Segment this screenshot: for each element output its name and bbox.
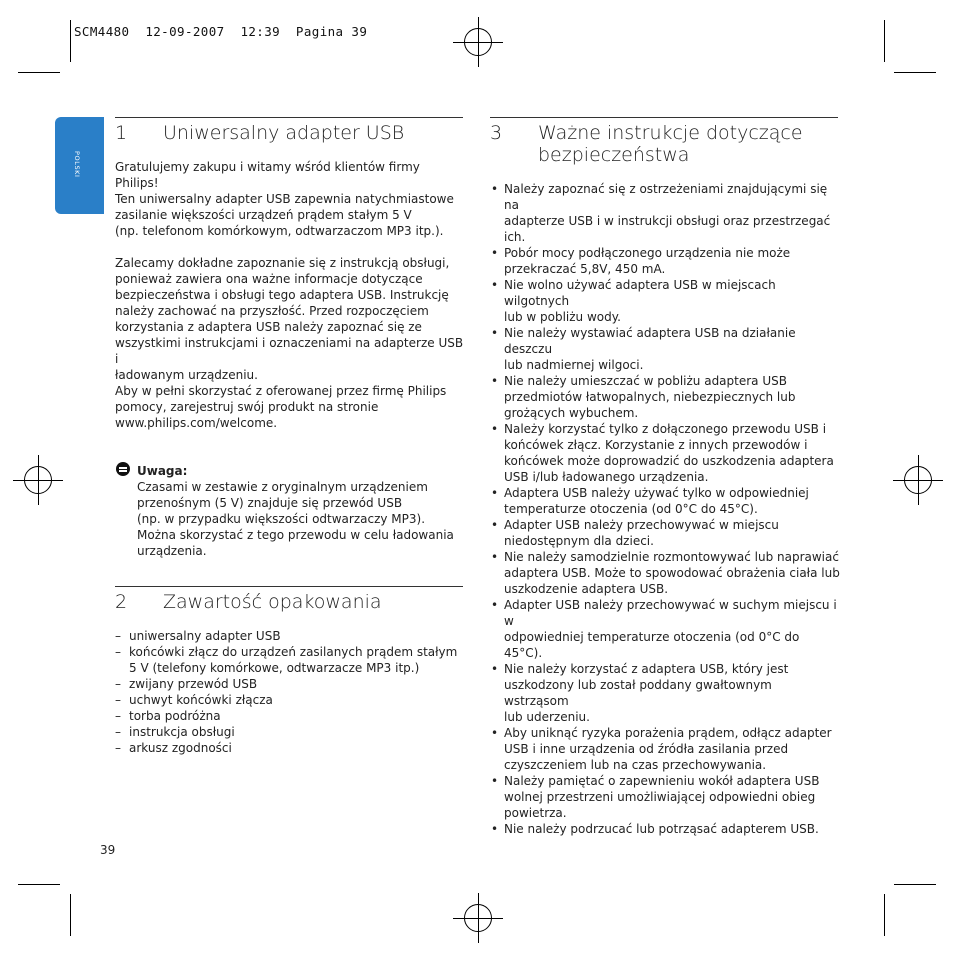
paragraph: Zalecamy dokładne zapoznanie się z instrukcją obsługi, ponieważ zawiera ona ważne informacje dotyczące bezpieczeństwa i obsługi tego adaptera USB. Instrukcję należy zachować na przyszłość. Przed rozpoczęciem korzystania z adaptera USB należy zapoznać się ze wszystkimi instrukcjami i oznaczeniami na adapterze USB i ładowanym urządzeniu. — [115, 256, 464, 382]
list-item: – torba podróżna — [115, 708, 465, 724]
crop-mark — [884, 20, 885, 62]
list-item: • Adaptera USB należy używać tylko w odpowiedniej temperaturze otoczenia (od 0°C do 45°C). — [490, 485, 840, 517]
registration-mark-icon — [464, 904, 492, 932]
section-number: 1 — [115, 122, 128, 144]
section-title-line2: bezpieczeństwa — [538, 144, 690, 166]
section-heading-1 — [115, 122, 463, 144]
registration-mark-icon — [904, 466, 932, 494]
page-number: 39 — [100, 843, 116, 857]
crop-mark — [18, 884, 60, 885]
list-item: • Nie należy korzystać z adaptera USB, który jest uszkodzony lub został poddany gwałtownym wstrząsom lub uderzeniu. — [490, 661, 840, 725]
crop-mark — [894, 72, 936, 73]
crop-mark — [884, 894, 885, 936]
list-item: • Nie należy wystawiać adaptera USB na działanie deszczu lub nadmiernej wilgoci. — [490, 325, 840, 373]
list-item: • Należy korzystać tylko z dołączonego przewodu USB i końcówek złącz. Korzystanie z innych przewodów i końcówek może doprowadzić do uszkodzenia adaptera USB i/lub ładowanego urządzenia. — [490, 421, 840, 485]
list-item: – zwijany przewód USB — [115, 676, 465, 692]
crop-mark — [894, 884, 936, 885]
crop-mark — [18, 72, 60, 73]
list-item: • Adapter USB należy przechowywać w suchym miejscu i w odpowiedniej temperaturze otoczenia (od 0°C do 45°C). — [490, 597, 840, 661]
section-divider — [490, 117, 838, 118]
list-item: – końcówki złącz do urządzeń zasilanych prądem stałym 5 V (telefony komórkowe, odtwarzacze MP3 itp.) — [115, 644, 465, 676]
list-item: • Pobór mocy podłączonego urządzenia nie może przekraczać 5,8V, 450 mA. — [490, 245, 840, 277]
list-item: – uniwersalny adapter USB — [115, 628, 465, 644]
crop-mark — [70, 20, 71, 62]
section-divider — [115, 117, 463, 118]
note-icon — [116, 462, 130, 476]
section-number: 3 — [490, 122, 503, 144]
language-tab-label: POLSKI — [73, 151, 81, 178]
section-divider — [115, 586, 463, 587]
list-item: – uchwyt końcówki złącza — [115, 692, 465, 708]
list-item: • Należy pamiętać o zapewnieniu wokół adaptera USB wolnej przestrzeni umożliwiającej odpowiedni obieg powietrza. — [490, 773, 840, 821]
registration-mark-icon — [464, 28, 492, 56]
safety-instructions-list — [490, 181, 840, 837]
registration-mark-icon — [24, 466, 52, 494]
note-text: Czasami w zestawie z oryginalnym urządzeniem przenośnym (5 V) znajduje się przewód USB (np. w przypadku większości odtwarzaczy MP3). Można skorzystać z tego przewodu w celu ładowania urządzenia. — [137, 480, 454, 558]
list-item: • Nie należy samodzielnie rozmontowywać lub naprawiać adaptera USB. Może to spowodować obrażenia ciała lub uszkodzenie adaptera USB. — [490, 549, 840, 597]
list-item: • Nie wolno używać adaptera USB w miejscach wilgotnych lub w pobliżu wody. — [490, 277, 840, 325]
crop-mark — [70, 894, 71, 936]
paragraph: Aby w pełni skorzystać z oferowanej przez firmę Philips pomocy, zarejestruj swój produkt na stronie www.philips.com/welcome. — [115, 384, 447, 430]
section-number: 2 — [115, 591, 128, 613]
section-title: Uniwersalny adapter USB — [163, 122, 405, 144]
list-item: • Nie należy umieszczać w pobliżu adaptera USB przedmiotów łatwopalnych, niebezpiecznych lub grożących wybuchem. — [490, 373, 840, 421]
list-item: • Należy zapoznać się z ostrzeżeniami znajdującymi się na adapterze USB i w instrukcji obsługi oraz przestrzegać ich. — [490, 181, 840, 245]
paragraph: Gratulujemy zakupu i witamy wśród klientów firmy Philips! — [115, 160, 420, 190]
paragraph: Ten uniwersalny adapter USB zapewnia natychmiastowe zasilanie większości urządzeń prądem stałym 5 V (np. telefonom komórkowym, odtwarzaczom MP3 itp.). — [115, 192, 454, 238]
language-tab — [55, 117, 104, 214]
package-contents-list — [115, 628, 465, 756]
list-item: • Aby uniknąć ryzyka porażenia prądem, odłącz adapter USB i inne urządzenia od źródła zasilania przed czyszczeniem lub na czas przechowywania. — [490, 725, 840, 773]
section-heading-2 — [115, 591, 463, 613]
list-item: – arkusz zgodności — [115, 740, 465, 756]
list-item: • Adapter USB należy przechowywać w miejscu niedostępnym dla dzieci. — [490, 517, 840, 549]
section-title: Zawartość opakowania — [163, 591, 382, 613]
list-item: – instrukcja obsługi — [115, 724, 465, 740]
section-title-line1: Ważne instrukcje dotyczące — [538, 122, 803, 144]
section-heading-3 — [490, 122, 838, 166]
note-label: Uwaga: — [137, 464, 188, 478]
list-item: • Nie należy podrzucać lub potrząsać adapterem USB. — [490, 821, 840, 837]
print-header: SCM4480 12-09-2007 12:39 Pagina 39 — [74, 24, 368, 39]
